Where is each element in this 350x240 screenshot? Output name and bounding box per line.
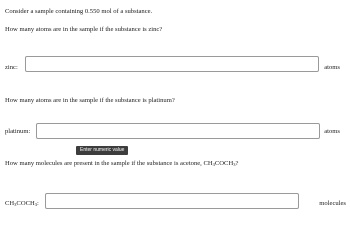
acetone-unit: molecules [319, 200, 346, 207]
numeric-value-tooltip: Enter numeric value [76, 146, 128, 155]
subscript-3: 3 [14, 202, 17, 207]
subscript-3: 3 [34, 202, 37, 207]
acetone-label-main: CH [5, 200, 15, 207]
zinc-label: zinc: [5, 64, 18, 71]
acetone-answer-input[interactable] [45, 193, 299, 209]
subscript-3: 3 [233, 162, 236, 167]
question-acetone-prompt [5, 160, 238, 168]
zinc-answer-input[interactable] [25, 56, 319, 72]
platinum-unit: atoms [324, 128, 340, 135]
question-platinum-prompt: How many atoms are in the sample if the substance is platinum? [5, 97, 175, 104]
acetone-prompt-text: How many molecules are present in the sample if the substance is acetone, CH [5, 160, 213, 167]
acetone-label [5, 200, 39, 208]
acetone-label-end: : [37, 200, 39, 207]
acetone-prompt-end: ? [235, 160, 239, 167]
acetone-prompt-mid: COCH [214, 160, 234, 167]
platinum-answer-input[interactable] [36, 123, 320, 139]
acetone-label-mid: COCH [16, 200, 35, 207]
zinc-unit: atoms [324, 64, 340, 71]
question-zinc-prompt: How many atoms are in the sample if the substance is zinc? [5, 26, 163, 33]
platinum-label: platinum: [5, 128, 31, 135]
subscript-3: 3 [212, 162, 215, 167]
problem-intro: Consider a sample containing 0.550 mol of a substance. [5, 8, 153, 15]
